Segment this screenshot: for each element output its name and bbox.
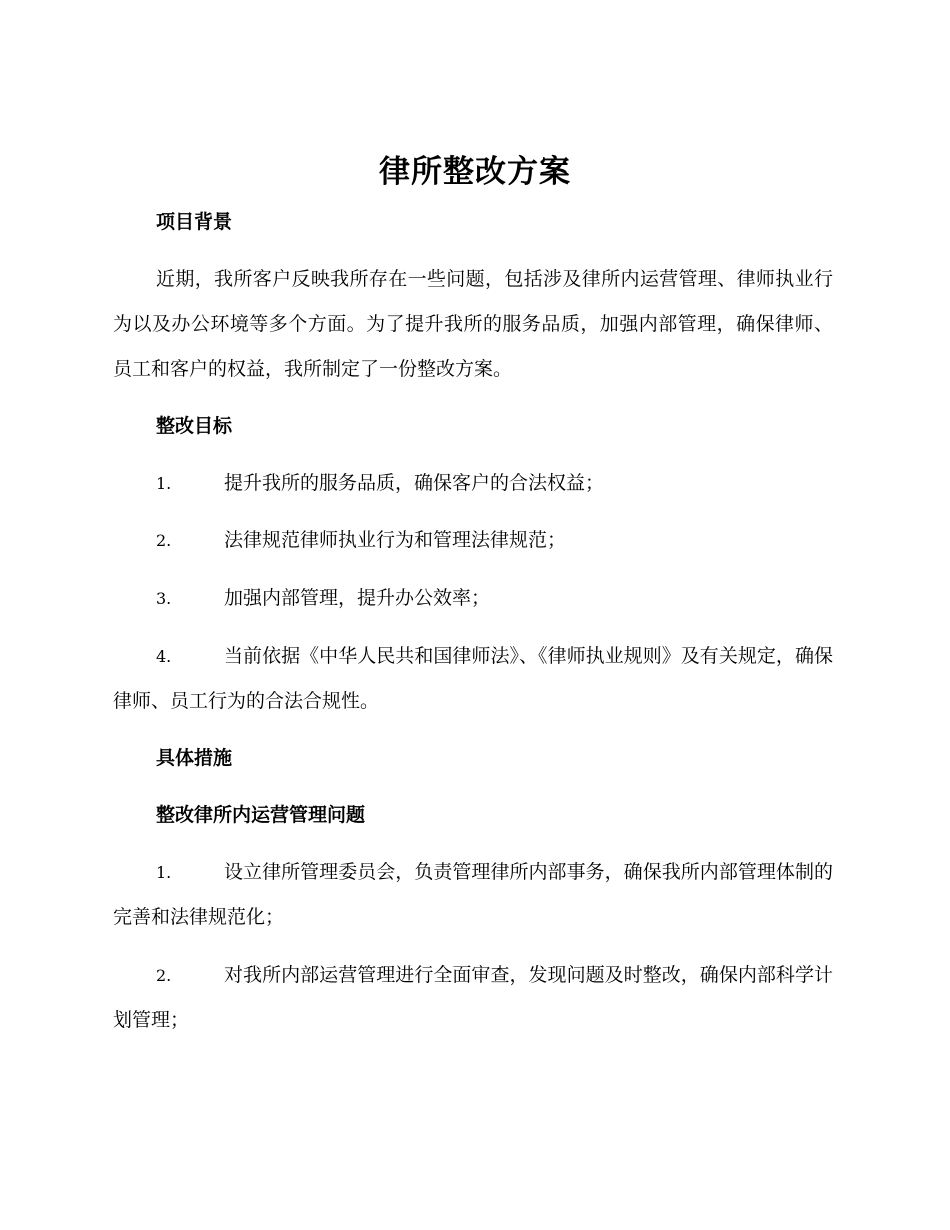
measure-item-text: 对我所内部运营管理进行全面审查，发现问题及时整改，确保内部科学计划管理； — [113, 964, 833, 1031]
measure-item-number: 2. — [156, 966, 172, 985]
goal-item — [113, 518, 833, 563]
background-paragraph: 近期，我所客户反映我所存在一些问题，包括涉及律所内运营管理、律师执业行为以及办公环境等多个方面。为了提升我所的服务品质，加强内部管理，确保律师、员工和客户的权益，我所制定了一份整改方案。 — [113, 268, 833, 380]
measure-item-text: 设立律所管理委员会，负责管理律所内部事务，确保我所内部管理体制的完善和法律规范化； — [113, 861, 833, 928]
goal-item-number: 2. — [156, 531, 172, 550]
goal-item-text: 法律规范律师执业行为和管理法律规范； — [224, 529, 567, 551]
goal-item — [113, 634, 833, 724]
measure-item — [113, 850, 833, 940]
measure-item — [113, 953, 833, 1043]
section-heading-measures: 具体措施 — [156, 747, 233, 769]
goal-item-text: 加强内部管理，提升办公效率； — [224, 587, 491, 609]
goal-item — [113, 461, 833, 506]
goal-item-number: 3. — [156, 589, 172, 608]
subsection-heading-operations: 整改律所内运营管理问题 — [156, 804, 366, 826]
section-heading-background: 项目背景 — [156, 211, 233, 233]
goal-item-number: 1. — [156, 474, 172, 493]
measure-item-number: 1. — [156, 863, 172, 882]
goal-item-text: 提升我所的服务品质，确保客户的合法权益； — [224, 472, 605, 494]
section-heading-goals: 整改目标 — [156, 415, 233, 437]
goal-item-text: 当前依据《中华人民共和国律师法》、《律师执业规则》及有关规定，确保律师、员工行为的合法合规性。 — [113, 645, 833, 712]
document-title: 律所整改方案 — [379, 154, 571, 190]
goal-item — [113, 576, 833, 621]
goal-item-number: 4. — [156, 647, 172, 666]
